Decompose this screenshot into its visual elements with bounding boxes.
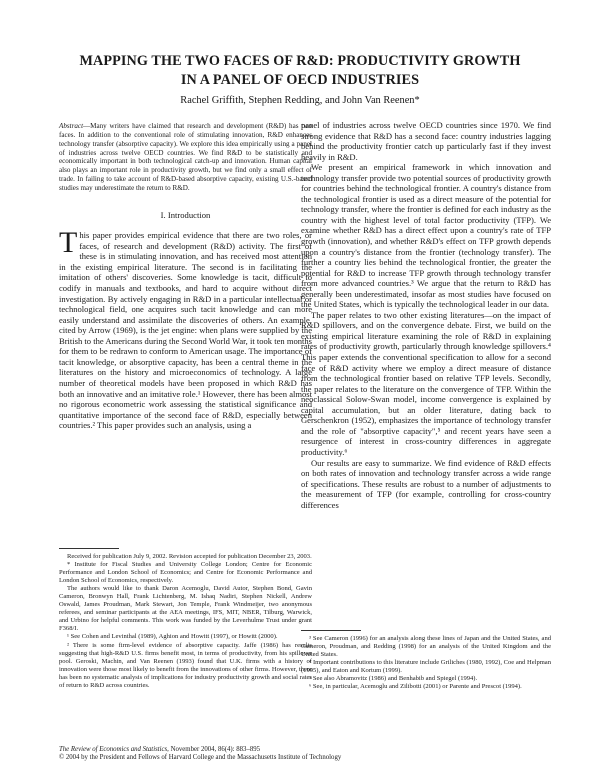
journal-issue: November 2004, 86(4): 883–895: [168, 746, 261, 753]
abstract-label: Abstract: [59, 122, 84, 130]
section-heading: I. Introduction: [160, 209, 211, 220]
footnote: ¹ See Cohen and Levinthal (1989), Aghion and Howitt (1997), or Howitt (2000).: [67, 633, 278, 641]
authors: Rachel Griffith, Stephen Redding, and John Van Reenen*: [180, 95, 420, 106]
title-line-2: IN A PANEL OF OECD INDUSTRIES: [180, 72, 420, 88]
footnote: ⁴ Important contributions to this literature include Griliches (1980, 1992), Coe and Helpman (1995), and Eaton and Kortum (1999).: [301, 659, 551, 675]
paragraph: The paper relates to two other existing literatures—on the impact of R&D spillovers, and on the convergence debate. First, we build on the existing empirical literature examining the role of R&D in explaining rates of productivity growth, particularly through knowledge spillovers.⁴ This paper extends the conventional specification to allow for a second face of R&D activity where we employ a direct measure of distance from the technological frontier based on relative TFP levels. Secondly, the paper relates to the literature on the convergence of TFP. Within the neoclassical Solow-Swan model, income convergence is explained by capital accumulation, but an older literature, dating back to Gerschenkron (1952), emphasizes the importance of technology transfer and the role of "absorptive capacity",⁵ and recent years have seen a resurgence of interest in cross-country differences in aggregate productivity.⁶: [301, 309, 551, 457]
right-footnotes: [301, 630, 551, 691]
title-line-1: MAPPING THE TWO FACES OF R&D: PRODUCTIVITY GROWTH: [79, 53, 521, 69]
paragraph: We present an empirical framework in which innovation and technology transfer provide two potential sources of productivity growth for countries behind the technological frontier. A country's distance from the technological frontier is used as a direct measure of the potential for technology transfer, where the frontier is defined for each industry as the country with the highest level of total factor productivity (TFP). We examine whether R&D has a direct effect upon a country's rate of TFP growth (innovation), and whether R&D's effect on TFP growth depends upon a country's distance from the frontier (technology transfer). The further a country lies behind the technological frontier, the greater the potential for R&D to increase TFP growth through technology transfer from more advanced countries.³ We argue that the return to R&D has generally been underestimated, insofar as most studies have focused on the United States, which is typically the technological leader in our data.: [301, 162, 551, 310]
footnote-rule: [301, 630, 361, 631]
footnote: * Institute for Fiscal Studies and University College London; Centre for Economic Performance and London School of Economics; and Centre for Economic Performance and London School of Economics, respectively.: [59, 561, 312, 585]
intro-paragraph: [59, 226, 312, 431]
abstract: [59, 122, 312, 193]
footnote: ⁶ See, in particular, Acemoglu and Zilibotti (2001) or Parente and Prescot (1994).: [309, 683, 522, 691]
copyright: © 2004 by the President and Fellows of Harvard College and the Massachusetts Institute of Technology: [59, 754, 342, 762]
footnote: ⁵ See also Abramovitz (1986) and Benhabib and Spiegel (1994).: [309, 675, 478, 683]
left-column: [59, 122, 312, 431]
footnote: ³ See Cameron (1996) for an analysis along these lines of Japan and the United States, and Cameron, Proudman, and Redding (1998) for an analysis of the United Kingdom and the United States.: [301, 635, 551, 659]
intro-text: his paper provides empirical evidence that there are two roles, or faces, of research and development (R&D) activity. The first of these is in stimulating innovation, and has received most attention in the existing empirical literature. The second is in facilitating the imitation of others' discoveries. Some knowledge is tacit, difficult to codify in manuals and textbooks, and hard to acquire without direct investigation. By actively engaging in R&D in a particular intellectual or technological field, one acquires such tacit knowledge and can more easily understand and assimilate the discoveries of others. An example, cited by Arrow (1969), is the jet engine: when plans were supplied by the British to the Americans during the Second World War, it took ten months for them to be redrawn to conform to American usage. The importance of tacit knowledge, or absorptive capacity, has been a central theme in the literatures on the history and microeconomics of technology. A large number of theoretical models have been proposed in which R&D has both an innovative and an imitative role.¹ However, there has been almost no rigorous econometric work assessing the statistical significance and quantitative importance of the second face of R&D, especially between countries.² This paper provides such an analysis, using a: [59, 230, 312, 431]
footnote: ² There is some firm-level evidence of absorptive capacity. Jaffe (1986) has results suggesting that high-R&D U.S. firms benefit most, in terms of productivity, from his spillover pool. Geroski, Machin, and Van Reenen (1993) found that U.K. firms with a history of innovation were those most likely to benefit from the innovations of other firms. However, there has been no systematic analysis of implications for industry productivity growth and social rates of return to R&D across countries.: [59, 641, 312, 689]
footnote-rule: [59, 548, 119, 549]
abstract-text: —Many writers have claimed that research and development (R&D) has two faces. In addition to the conventional role of stimulating innovation, R&D enhances technology transfer (absorptive capacity). We explore this idea empirically using a panel of industries across twelve OECD countries. We find R&D to be statistically and economically important in both technological catch-up and innovation. Human capital also plays an important role in productivity growth, but we find only a small effect of trade. In failing to take account of R&D-based absorptive capacity, existing U.S.-based studies may underestimate the return to R&D.: [59, 122, 312, 192]
footnote: Received for publication July 9, 2002. Revision accepted for publication December 23, 2003.: [67, 553, 312, 560]
journal-name: The Review of Economics and Statistics,: [59, 746, 169, 753]
page-footer: [59, 746, 559, 763]
paper-title: [0, 52, 600, 90]
drop-cap: T: [59, 226, 78, 260]
paragraph: panel of industries across twelve OECD countries since 1970. We find strong evidence that R&D has a second face: country industries lagging behind the productivity frontier catch up particularly fast if they invest heavily in R&D.: [301, 120, 551, 162]
journal-citation: [59, 746, 559, 754]
paragraph: Our results are easy to summarize. We find evidence of R&D effects on both rates of innovation and technology transfer across a wide range of specifications. These results are robust to a number of adjustments to the measurement of TFP (for example, controlling for cross-country differences: [301, 457, 551, 510]
footnote: The authors would like to thank Daron Acemoglu, David Autor, Stephen Bond, Gavin Cameron, Bronwyn Hall, Frank Lichtenberg, M. Ishaq Nadiri, Stephen Nickell, Andrew Oswald, James Proudman, Mark Stewart, Jon Temple, Frank Windmeijer, two anonymous referees, and seminar participants at the AEA meetings, IFS, MIT, NBER, Tilburg, Warwick, and Urbino for helpful comments. This work was funded by the Leverhulme Trust under grant F368/I.: [59, 585, 312, 633]
right-column: [301, 120, 551, 510]
left-footnotes: [59, 548, 312, 690]
